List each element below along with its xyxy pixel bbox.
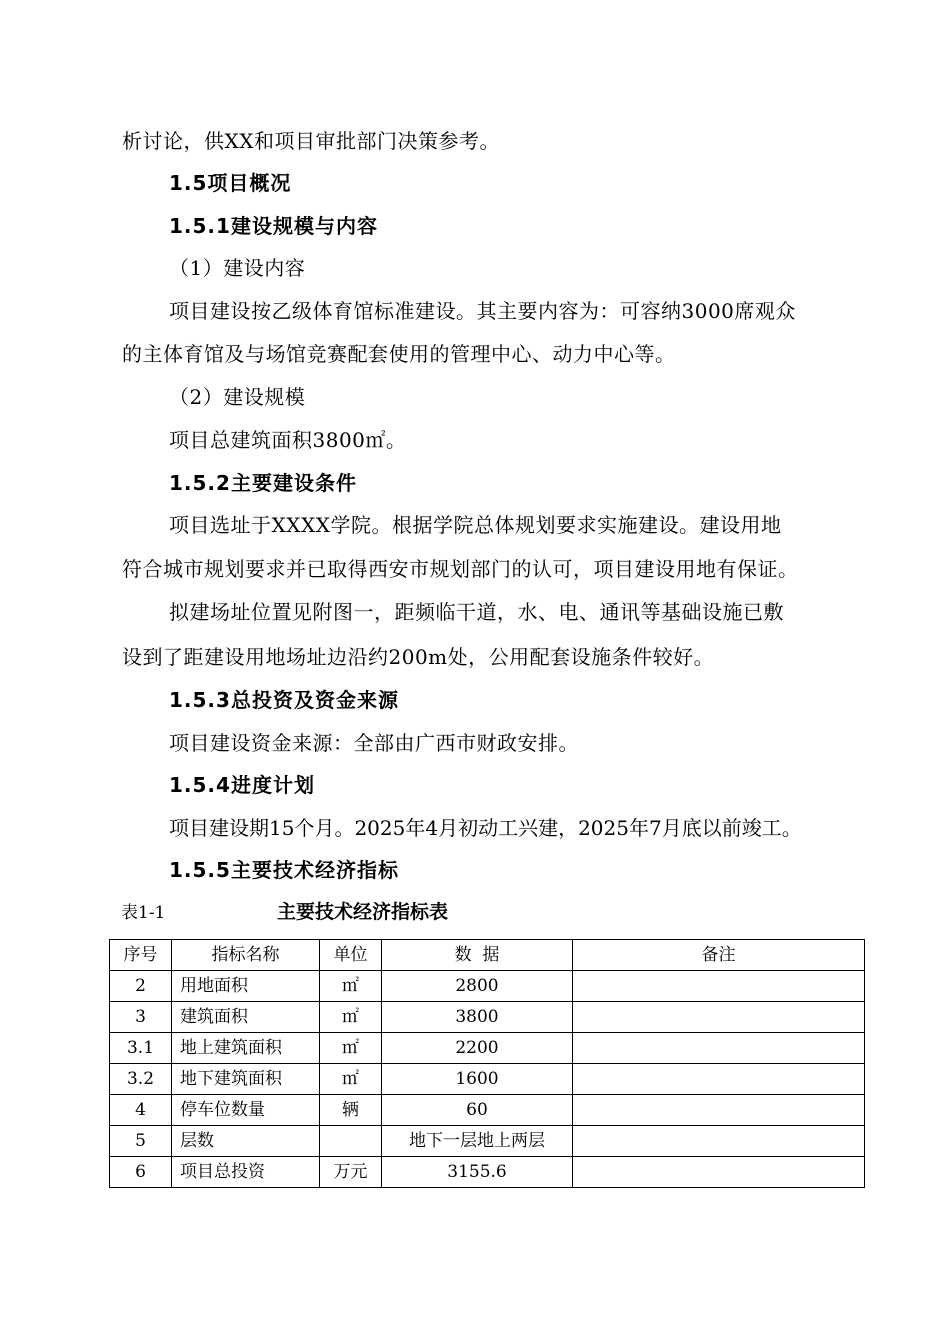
cell-remark [573, 1033, 865, 1064]
section-heading-1-5-3: 1.5.3总投资及资金来源 [169, 688, 399, 712]
table-row [110, 1126, 865, 1157]
table-row [110, 1064, 865, 1095]
cell-index: 3.1 [110, 1033, 172, 1064]
paragraph-continuation: 析讨论，供XX和项目审批部门决策参考。 [122, 129, 500, 153]
cell-unit: ㎡ [320, 1002, 382, 1033]
table-row [110, 1157, 865, 1188]
cell-unit [320, 1126, 382, 1157]
cell-indicator: 层数 [172, 1126, 320, 1157]
section-heading-1-5: 1.5项目概况 [169, 171, 292, 195]
cell-value: 2800 [382, 971, 573, 1002]
cell-remark [573, 971, 865, 1002]
cell-remark [573, 1157, 865, 1188]
subheading-construction-scale: （2）建设规模 [169, 385, 306, 409]
cell-remark [573, 1126, 865, 1157]
paragraph-infra-line-2: 设到了距建设用地场址边沿约200m处，公用配套设施条件较好。 [122, 645, 715, 669]
paragraph-infra-line-1: 拟建场址位置见附图一，距频临干道，水、电、通讯等基础设施已敷 [169, 600, 784, 624]
section-heading-1-5-2: 1.5.2主要建设条件 [169, 471, 357, 495]
cell-index: 6 [110, 1157, 172, 1188]
section-heading-1-5-1: 1.5.1建设规模与内容 [169, 214, 378, 238]
cell-value: 3155.6 [382, 1157, 573, 1188]
header-cell: 数 据 [382, 940, 573, 971]
header-cell: 单位 [320, 940, 382, 971]
cell-value: 3800 [382, 1002, 573, 1033]
cell-remark [573, 1095, 865, 1126]
section-heading-1-5-5: 1.5.5主要技术经济指标 [169, 858, 399, 882]
cell-indicator: 用地面积 [172, 971, 320, 1002]
cell-index: 3.2 [110, 1064, 172, 1095]
paragraph-content-line-2: 的主体育馆及与场馆竞赛配套使用的管理中心、动力中心等。 [122, 342, 676, 366]
table-number: 表1-1 [121, 903, 166, 923]
table-header-row [110, 940, 865, 971]
paragraph-funding: 项目建设资金来源：全部由广西市财政安排。 [169, 731, 579, 755]
cell-indicator: 停车位数量 [172, 1095, 320, 1126]
table-row [110, 1033, 865, 1064]
header-cell: 指标名称 [172, 940, 320, 971]
cell-unit: ㎡ [320, 1033, 382, 1064]
cell-value: 60 [382, 1095, 573, 1126]
header-cell: 备注 [573, 940, 865, 971]
cell-index: 5 [110, 1126, 172, 1157]
paragraph-schedule: 项目建设期15个月。2025年4月初动工兴建，2025年7月底以前竣工。 [169, 816, 802, 840]
header-cell: 序号 [110, 940, 172, 971]
table-row [110, 1002, 865, 1033]
cell-unit: ㎡ [320, 971, 382, 1002]
section-heading-1-5-4: 1.5.4进度计划 [169, 773, 315, 797]
cell-remark [573, 1064, 865, 1095]
cell-remark [573, 1002, 865, 1033]
paragraph-scale: 项目总建筑面积3800㎡。 [169, 428, 407, 452]
table-title: 主要技术经济指标表 [277, 901, 449, 923]
cell-unit: ㎡ [320, 1064, 382, 1095]
cell-index: 3 [110, 1002, 172, 1033]
cell-indicator: 项目总投资 [172, 1157, 320, 1188]
paragraph-site-line-2: 符合城市规划要求并已取得西安市规划部门的认可，项目建设用地有保证。 [122, 557, 799, 581]
cell-value: 2200 [382, 1033, 573, 1064]
paragraph-site-line-1: 项目选址于XXXX学院。根据学院总体规划要求实施建设。建设用地 [169, 513, 782, 537]
cell-value: 地下一层地上两层 [382, 1126, 573, 1157]
indicator-table [109, 939, 865, 1188]
cell-indicator: 地上建筑面积 [172, 1033, 320, 1064]
cell-indicator: 建筑面积 [172, 1002, 320, 1033]
subheading-construction-content: （1）建设内容 [169, 256, 306, 280]
cell-index: 4 [110, 1095, 172, 1126]
table-row [110, 971, 865, 1002]
cell-unit: 辆 [320, 1095, 382, 1126]
cell-indicator: 地下建筑面积 [172, 1064, 320, 1095]
cell-unit: 万元 [320, 1157, 382, 1188]
cell-index: 2 [110, 971, 172, 1002]
table-row [110, 1095, 865, 1126]
paragraph-content-line-1: 项目建设按乙级体育馆标准建设。其主要内容为：可容纳3000席观众 [169, 299, 796, 323]
cell-value: 1600 [382, 1064, 573, 1095]
